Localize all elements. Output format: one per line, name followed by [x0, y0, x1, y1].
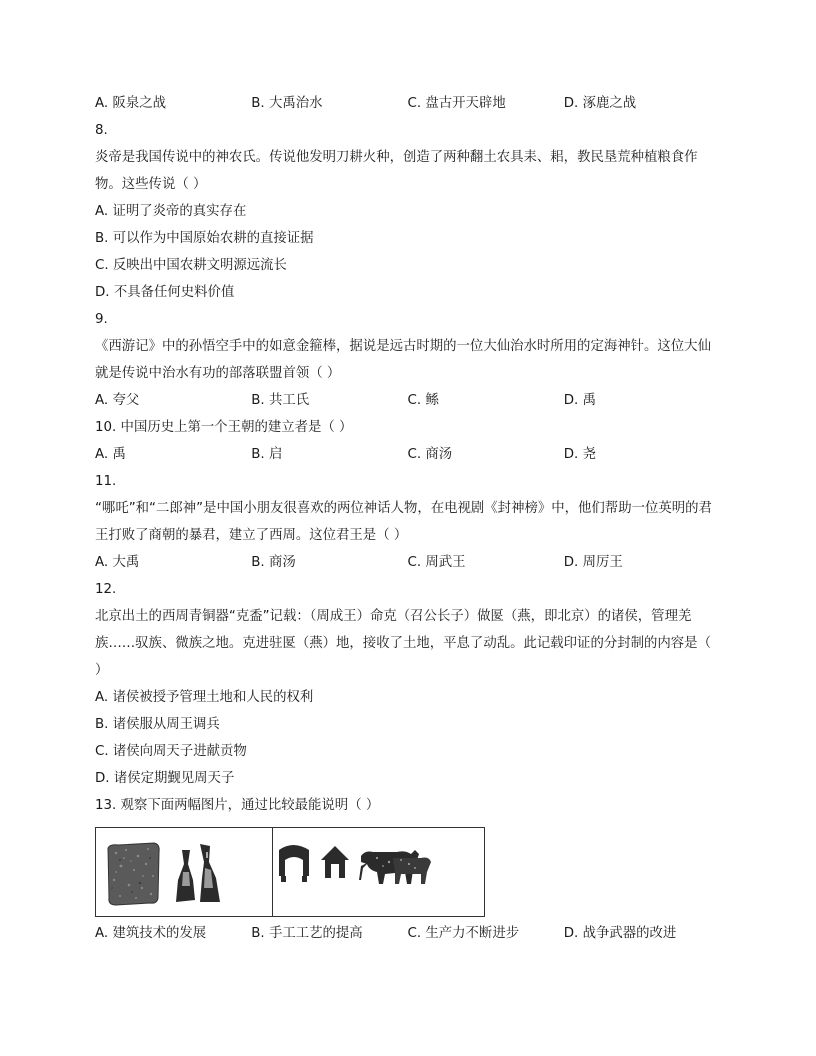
bronze-tools-icon	[176, 844, 220, 902]
q13-option-b[interactable]: B. 手工工艺的提高	[251, 926, 363, 941]
q9-option-c[interactable]: C. 鲧	[407, 393, 439, 408]
exam-page	[95, 90, 720, 947]
q8-option-d[interactable]: D. 不具备任何史料价值	[95, 285, 235, 300]
q8-option-b[interactable]: B. 可以作为中国原始农耕的直接证据	[95, 231, 314, 246]
q12-number: 12.	[95, 582, 117, 597]
q10-option-a[interactable]: A. 禹	[95, 447, 126, 462]
q9-number: 9.	[95, 312, 108, 327]
q10-option-c[interactable]: C. 商汤	[407, 447, 453, 462]
q12-option-a[interactable]: A. 诸侯被授予管理土地和人民的权利	[95, 690, 314, 705]
figure-left-panel	[96, 828, 273, 916]
q12-stem: 北京出土的西周青铜器“克盉”记载：（周成王）命克（召公长子）做匽（燕，即北京）的诸侯，管理羌族……驭族、微族之地。克进驻匽（燕）地，接收了土地，平息了动乱。此记载印证的分封制的内容是（ ）	[95, 609, 711, 678]
q9-option-a[interactable]: A. 夸父	[95, 393, 140, 408]
q11-number: 11.	[95, 474, 117, 489]
q7-option-b[interactable]: B. 大禹治水	[251, 96, 323, 111]
q11-options	[95, 549, 720, 576]
q7-option-d[interactable]: D. 涿鹿之战	[563, 96, 637, 111]
q13-option-d[interactable]: D. 战争武器的改进	[563, 926, 677, 941]
q8-number: 8.	[95, 123, 108, 138]
arch-gate-icon	[279, 845, 309, 882]
q13-option-c[interactable]: C. 生产力不断进步	[407, 926, 520, 941]
q12-option-b[interactable]: B. 诸侯服从周王调兵	[95, 717, 220, 732]
q11-option-a[interactable]: A. 大禹	[95, 555, 140, 570]
q7-options	[95, 90, 720, 117]
q10-option-b[interactable]: B. 启	[251, 447, 283, 462]
q12-option-c[interactable]: C. 诸侯向周天子进献贡物	[95, 744, 247, 759]
q13-options	[95, 920, 720, 947]
q11-option-d[interactable]: D. 周厉王	[563, 555, 623, 570]
q10-options	[95, 441, 720, 468]
q8-option-c[interactable]: C. 反映出中国农耕文明源远流长	[95, 258, 287, 273]
q12-option-d[interactable]: D. 诸侯定期觐见周天子	[95, 771, 235, 786]
q8-stem: 炎帝是我国传说中的神农氏。传说他发明刀耕火种，创造了两种翻土农具耒、耜，教民垦荒种植粮食作物。这些传说（ ）	[95, 150, 698, 192]
q9-options	[95, 387, 720, 414]
house-icon	[321, 846, 349, 878]
q7-option-c[interactable]: C. 盘古开天辟地	[407, 96, 506, 111]
q9-option-d[interactable]: D. 禹	[563, 393, 596, 408]
q8-option-a[interactable]: A. 证明了炎帝的真实存在	[95, 204, 247, 219]
q10-stem: 10. 中国历史上第一个王朝的建立者是（ ）	[95, 420, 353, 435]
q10-option-d[interactable]: D. 尧	[563, 447, 596, 462]
q11-option-c[interactable]: C. 周武王	[407, 555, 466, 570]
figure-right-panel	[273, 828, 484, 916]
animals-icon	[359, 850, 431, 884]
figure-right-svg	[273, 828, 483, 916]
q11-option-b[interactable]: B. 商汤	[251, 555, 296, 570]
q13-stem: 13. 观察下面两幅图片，通过比较最能说明（ ）	[95, 798, 380, 813]
q13-figure	[95, 827, 485, 917]
stone-tablet-icon	[108, 843, 159, 905]
q9-stem: 《西游记》中的孙悟空手中的如意金箍棒，据说是远古时期的一位大仙治水时所用的定海神针。这位大仙就是传说中治水有功的部落联盟首领（ ）	[95, 339, 711, 381]
q7-option-a[interactable]: A. 阪泉之战	[95, 96, 166, 111]
q13-option-a[interactable]: A. 建筑技术的发展	[95, 926, 207, 941]
q9-option-b[interactable]: B. 共工氏	[251, 393, 310, 408]
q11-stem: “哪吒”和“二郎神”是中国小朋友很喜欢的两位神话人物，在电视剧《封神榜》中，他们帮助一位英明的君王打败了商朝的暴君，建立了西周。这位君王是（ ）	[95, 501, 712, 543]
figure-left-svg	[96, 828, 272, 916]
